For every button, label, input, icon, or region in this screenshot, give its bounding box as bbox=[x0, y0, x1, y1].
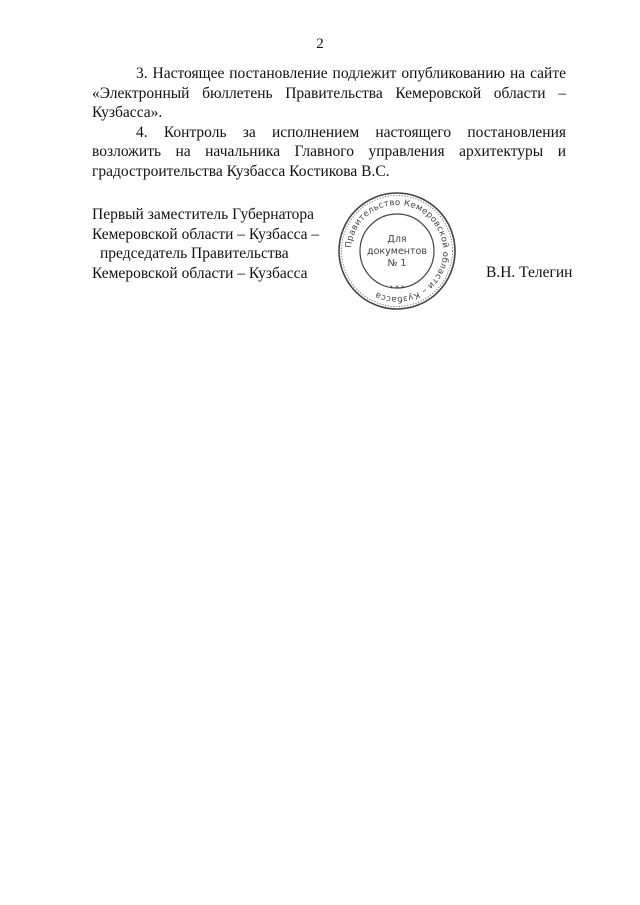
paragraph-control: 4. Контроль за исполнением настоящего постановления возложить на начальника Главного управления архитектуры и градостроительства Кузбасса Костикова В.С. bbox=[92, 123, 566, 180]
signer-name: В.Н. Телегин bbox=[486, 264, 573, 281]
official-seal-stamp bbox=[336, 190, 458, 312]
seal-center-line: Для bbox=[387, 234, 407, 245]
seal-stars: * * * bbox=[389, 284, 405, 292]
signer-position-line: Кемеровской области – Кузбасса bbox=[92, 264, 308, 282]
page-number: 2 bbox=[316, 36, 324, 52]
document-body bbox=[92, 64, 566, 181]
paragraph-publication: 3. Настоящее постановление подлежит опубликованию на сайте «Электронный бюллетень Правительства Кемеровской области – Кузбасса». bbox=[92, 65, 566, 121]
signer-position bbox=[92, 205, 322, 283]
signer-position-line: председатель Правительства bbox=[100, 245, 289, 262]
seal-ring-text: Правительство Кемеровской области – Кузбасса bbox=[344, 197, 451, 305]
signer-position-line: Первый заместитель Губернатора bbox=[92, 206, 315, 223]
seal-center-line: документов bbox=[367, 246, 427, 257]
seal-center-line: № 1 bbox=[387, 258, 407, 269]
signer-position-line: Кемеровской области – Кузбасса – bbox=[92, 225, 320, 243]
